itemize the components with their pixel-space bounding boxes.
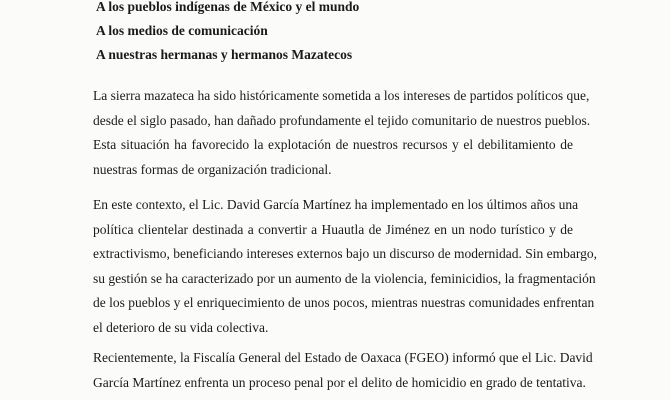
paragraph-line: La sierra mazateca ha sido históricamente sometida a los intereses de partidos políticos que,	[93, 88, 590, 103]
paragraph-line: En este contexto, el Lic. David García Martínez ha implementado en los últimos años una	[93, 197, 579, 212]
paragraph-line: nuestras formas de organización tradicional.	[93, 161, 332, 177]
paragraph-line: política clientelar destinada a convertir a Huautla de Jiménez en un nodo turístico y de	[93, 221, 573, 237]
paragraph-line: extractivismo, beneficiando intereses externos bajo un discurso de modernidad. Sin embargo,	[93, 246, 597, 262]
addressee-line: A los pueblos indígenas de México y el mundo	[96, 0, 360, 14]
paragraph-3	[93, 346, 593, 395]
paragraph-line: García Martínez enfrenta un proceso penal por el delito de homicidio en grado de tentativa.	[93, 374, 586, 390]
paragraph-line: Esta situación ha favorecido la explotación de nuestros recursos y el debilitamiento de	[93, 137, 573, 153]
paragraph-line: de los pueblos y el enriquecimiento de unos pocos, mientras nuestras comunidades enfrentan	[93, 295, 595, 311]
addressee-line: A los medios de comunicación	[96, 23, 268, 38]
paragraph-2	[93, 193, 597, 341]
paragraph-1	[93, 84, 591, 182]
paragraph-line: desde el siglo pasado, han dañado profundamente el tejido comunitario de nuestros pueblos.	[93, 112, 591, 128]
paragraph-line: su gestión se ha caracterizado por un aumento de la violencia, feminicidios, la fragmentación	[93, 270, 596, 286]
addressee-line: A nuestras hermanas y hermanos Mazatecos	[96, 47, 353, 62]
paragraph-line: el deterioro de su vida colectiva.	[93, 319, 269, 335]
paragraph-line: Recientemente, la Fiscalía General del Estado de Oaxaca (FGEO) informó que el Lic. David	[93, 350, 593, 365]
